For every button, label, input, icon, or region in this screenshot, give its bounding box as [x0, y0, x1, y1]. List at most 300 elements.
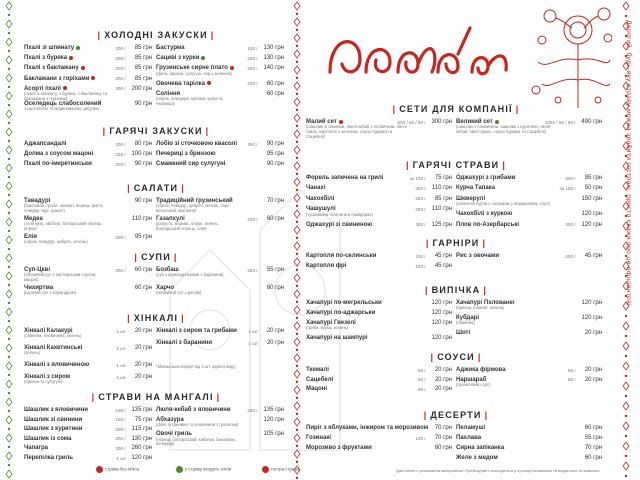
menu-item-price: 120 грн [581, 300, 602, 306]
menu-item-name: Оджахурі зі свининою [306, 221, 373, 228]
menu-item-name: Медеа [24, 216, 43, 222]
menu-item-description: (яловичий суп з рисом) [156, 290, 202, 296]
menu-item-weight: 100 г [115, 407, 126, 413]
menu-item [156, 198, 284, 214]
section-title-bakery: | ВИПІЧКА | [424, 285, 488, 295]
menu-item [24, 455, 152, 461]
section-title-hot-snacks: | ГАРЯЧІ ЗАКУСКИ | [102, 126, 210, 136]
menu-item-name: Мацоні [306, 386, 328, 393]
menu-item [156, 45, 284, 51]
menu-item [306, 196, 452, 202]
section-note: *Мінімальна порція від 4 шт. одного виду [156, 364, 236, 369]
menu-item-price: 150 грн [581, 195, 602, 202]
menu-item-weight: 300 г [415, 185, 426, 191]
menu-item [306, 435, 452, 441]
menu-item-name: Оселедець слабосолений [24, 101, 102, 107]
menu-item-price: 60 грн [134, 267, 152, 273]
menu-item-price: 20 грн [584, 376, 602, 383]
menu-item-name: Долма з соусом мацоні [24, 151, 94, 157]
herb-icon [176, 466, 183, 473]
menu-item-price: 20 грн [134, 328, 152, 334]
menu-item-name: Кубдарі [456, 315, 480, 321]
menu-item [456, 455, 602, 461]
menu-item-name: Чанахі [306, 185, 326, 192]
menu-item-description: (баклажан, гриби, шпинат, перець, фета, помідор чері, гранат) [24, 203, 104, 214]
menu-item [306, 253, 452, 259]
menu-item-description: (перець болгарський, кабачок, баклажан, печериці) [156, 436, 237, 447]
menu-item [456, 185, 602, 191]
menu-item [24, 234, 152, 245]
menu-item-weight: 200 г [115, 436, 126, 442]
menu-item-name: Аджика фірмова [456, 367, 506, 373]
menu-item-description: (шашлик з яловичини, шашлик з курятини, люля-кебаб, овочі гриль, соуси Аджика та Сацебелі) [456, 124, 552, 135]
menu-item-weight: 1 шт [116, 374, 126, 380]
menu-item [24, 161, 152, 167]
menu-item-name: Перепілка гриль [24, 455, 74, 461]
menu-item-price: 90 грн [134, 101, 152, 107]
menu-item-price: 20 грн [434, 367, 452, 373]
menu-item-name: Хачапурі Пхлованеі [456, 300, 515, 306]
menu-item-price: 60 грн [266, 285, 284, 291]
menu-item-price: 135 грн [131, 407, 152, 413]
menu-item-weight: за 100 г [409, 175, 426, 181]
menu-item-weight: 200 г [115, 141, 126, 147]
menu-item-price: 45 грн [584, 253, 602, 259]
menu-item-price: 90 грн [266, 161, 284, 167]
menu-item-price: 120 грн [131, 455, 152, 461]
menu-item-price: 75 грн [434, 175, 452, 181]
menu-item [24, 436, 152, 442]
menu-item [156, 81, 284, 87]
legend-veg-label: страва без м'яса [105, 466, 139, 472]
menu-item-name: Печериці з бринзою [156, 151, 216, 157]
menu-item [24, 86, 152, 102]
menu-item-name: Пхалі по-імеретинськи [24, 161, 92, 167]
menu-item-name: Хінкалі з яловичиною [24, 362, 90, 368]
menu-item-name: Ткемалі [306, 367, 329, 373]
menu-item [24, 101, 152, 112]
veg-icon [339, 120, 343, 124]
menu-item-price: 130 грн [263, 55, 284, 62]
menu-item-name: Оджахурі з грибами [456, 175, 516, 181]
menu-item-name: Картопля по-селянськи [306, 253, 377, 259]
menu-item-price: 90 грн [266, 141, 284, 147]
menu-item-name: Хачапурі Гвезелі [306, 320, 356, 326]
menu-item-weight: 200 г [247, 55, 258, 61]
menu-item-name: Смажений сир сулугуні [156, 161, 226, 167]
menu-item-name: Грузинське сирне плато [156, 65, 228, 72]
menu-item-description: (філе зі свинини та яловичини з гранатом) [156, 422, 239, 427]
menu-item-name: Баклажани з горіхами [24, 75, 90, 82]
menu-item-weight: 50 г [567, 377, 576, 383]
legend-spicy-label: гостра страва [271, 466, 300, 472]
menu-item-price: 60 грн [434, 445, 452, 451]
section-title-desserts: | ДЕСЕРТИ | [423, 410, 489, 420]
menu-item [24, 362, 152, 368]
menu-item [306, 310, 452, 316]
menu-item-name: Хінкалі Кахетинські [24, 345, 83, 351]
menu-item-price: 115 грн [131, 426, 152, 433]
menu-item-name: Овочева тарілка [156, 80, 205, 87]
menu-item-price: 60 грн [584, 425, 602, 431]
menu-item-price: 120 грн [431, 310, 452, 316]
menu-item-name: Наршараб [456, 376, 487, 383]
menu-item-name: Бозбаш [156, 267, 179, 273]
menu-item [24, 407, 152, 413]
menu-item-weight: 300 г [415, 222, 426, 228]
menu-item-price: 90 грн [134, 161, 152, 167]
menu-item [24, 345, 152, 356]
menu-item-price: 135 грн [263, 407, 284, 413]
menu-item-name: Шкмерулі [456, 195, 486, 202]
menu-item [24, 267, 152, 283]
menu-item [456, 315, 602, 326]
menu-item-weight: 200 г [565, 253, 576, 259]
legend-green [176, 466, 231, 473]
menu-item [306, 367, 452, 373]
menu-item-price: 20 грн [266, 328, 284, 334]
menu-item-description: (курячий суп з коріандром) [24, 290, 77, 296]
menu-item-description: (капуста, морква, огірок, зелень, болгарський перець, олія) [156, 221, 219, 232]
menu-item-description: (свинина) [456, 320, 475, 326]
menu-item-price: 200 грн [131, 85, 152, 92]
menu-item-price: 70 грн [266, 198, 284, 204]
menu-item-description: (запечене курча з часником у вершковому соусі) [456, 201, 551, 207]
menu-item-description: (гриби, курка, зелень) [306, 325, 349, 331]
menu-item-name: Шашлик зі свинини [24, 416, 83, 423]
menu-item [306, 222, 452, 228]
menu-item [456, 330, 602, 336]
herb-icon [495, 120, 499, 124]
menu-item-name: Шашлик із сома [24, 435, 72, 442]
veg-icon [207, 81, 211, 85]
herb-icon [76, 46, 80, 50]
menu-item-weight: 200 г [115, 426, 126, 432]
menu-item-name: Малий сет [306, 119, 337, 125]
menu-item-price: 110 грн [431, 185, 452, 192]
menu-item-price: 60 грн [266, 90, 284, 97]
tagline-vertical: Дорогий, будь-яку страву можна зробити гострою, просто скажи про це офіціантові [625, 20, 632, 306]
menu-item-price: 120 грн [431, 335, 452, 341]
menu-item [24, 151, 152, 157]
menu-item-name: Пеламуші [456, 425, 486, 431]
section-title-hot-dishes: | ГАРЯЧІ СТРАВИ | [405, 160, 507, 170]
menu-item [156, 65, 284, 76]
veg-icon [63, 86, 67, 90]
menu-item-description: (суп з фрикадельками з баранини) [156, 272, 224, 278]
menu-item-price: 105 грн [263, 431, 284, 438]
veg-icon [69, 56, 73, 60]
menu-item-name: Харчо [156, 285, 175, 291]
menu-item-weight: 300 г [565, 175, 576, 181]
chili-icon [262, 466, 269, 473]
menu-item-name: Гозинакі [306, 435, 331, 441]
menu-item [456, 445, 602, 451]
menu-item [306, 185, 452, 191]
menu-item-price: 20 грн [584, 367, 602, 373]
menu-item-weight: 50 г [417, 386, 426, 392]
menu-item-name: Хачапурі на шампурі [306, 335, 368, 341]
menu-item-name: Рис з овочами [456, 253, 500, 259]
menu-item-weight: 200 г [247, 407, 258, 413]
menu-item-price: 300 грн [431, 119, 452, 125]
menu-item-price: 120 грн [431, 300, 452, 306]
menu-item-weight: 200 г [115, 161, 126, 167]
menu-item-weight: 250 г [247, 141, 258, 147]
menu-item-name: Сациві з курки [156, 55, 200, 62]
menu-item-name: Хінкалі з баранини [156, 340, 213, 346]
menu-item-name: Сирна запіканка [456, 445, 505, 451]
menu-item [456, 119, 602, 135]
menu-item-price: 140 грн [263, 65, 284, 72]
menu-item [156, 216, 284, 232]
legend-spicy [262, 466, 299, 473]
menu-item-price: 60 грн [266, 80, 284, 87]
menu-item-price: 90 грн [134, 198, 152, 204]
menu-item-name: Пахлава [456, 435, 482, 441]
menu-item-description: (огірок, помідори, кріпака, капуста, черемша) [156, 96, 224, 106]
menu-item [156, 161, 284, 167]
menu-item-name: Хінкалі з сиром та грибами [156, 328, 237, 334]
menu-item-price: 60 грн [134, 285, 152, 291]
menu-item-name: Лобіо зі сточковою квасолі [156, 141, 238, 147]
menu-item-name: Пхалі зі шпинату [24, 45, 75, 51]
menu-item-name: Морозиво з фруктами [306, 445, 372, 451]
section-title-sets: | СЕТИ ДЛЯ КОМПАНІЇ | [392, 104, 520, 114]
menu-item-weight: 1 шт [116, 345, 126, 351]
menu-item [456, 211, 602, 217]
menu-item [24, 55, 152, 61]
menu-item-weight: 100 г [415, 435, 426, 441]
menu-item-price: 95 грн [266, 151, 284, 157]
menu-item-price: 85 грн [134, 75, 152, 82]
legend-green-label: у страву входить зілля [185, 466, 232, 472]
veg-icon [81, 66, 85, 70]
section-title-grill: | СТРАВИ НА МАНГАЛІ | [91, 392, 221, 402]
menu-item-price: 70 грн [434, 425, 452, 431]
menu-item-description: (телятина, айсберг, болгарський перець, огірок) [24, 221, 103, 232]
menu-item-name: Желе з медом [456, 455, 498, 461]
menu-item [306, 175, 452, 181]
menu-item-name: Овочі гриль [156, 431, 192, 438]
menu-item-name: Газапхулі [156, 216, 185, 222]
menu-item [24, 417, 152, 423]
menu-item-name: Елія [24, 234, 37, 240]
menu-item-name: Хачапурі по-мегрельськи [306, 300, 382, 306]
menu-item [306, 119, 452, 140]
menu-item [156, 417, 284, 428]
menu-item-name: Форель запечена на грилі [306, 175, 384, 181]
menu-item-price: 80 грн [134, 141, 152, 147]
menu-item-description: (огірок, помідор, цибуля, зелень) [24, 239, 88, 245]
menu-item-name: Чахохбілі [306, 195, 335, 202]
menu-item-name: Плов по-Азербарські [456, 221, 519, 228]
menu-item-weight: 200 г [115, 55, 126, 61]
menu-item [456, 253, 602, 259]
menu-item-description: (огірок, помідор, цибуля, зелень, соус волоський, маслини) [156, 203, 230, 214]
menu-item-description: (фета, бринза, сулугуні, сир з зеленню) [156, 70, 233, 76]
menu-item [24, 216, 152, 232]
section-title-salads: | САЛАТИ | [127, 183, 185, 193]
menu-item [456, 222, 602, 228]
menu-item [456, 175, 602, 181]
section-title-khinkali: | ХІНКАЛІ | [127, 313, 185, 323]
menu-item-weight: 250 г [247, 267, 258, 273]
menu-item [24, 141, 152, 147]
menu-item-name: Чихиртма [24, 285, 54, 291]
menu-item [24, 445, 152, 451]
section-title-sides: | ГАРНІРИ | [425, 238, 487, 248]
menu-item-name: Люля-кебаб з яловичини [156, 407, 231, 413]
footnote: Дані меню є рекламним матеріалом. Прейскурант знаходиться у куточку споживача та видається за вимогою. [396, 468, 601, 473]
menu-item [306, 425, 452, 431]
menu-item-price: 120 грн [581, 211, 602, 218]
menu-item-weight: 50 г [567, 367, 576, 373]
menu-item-weight: 200 г [247, 216, 258, 222]
menu-item [456, 435, 602, 441]
legend-veg [96, 466, 139, 473]
menu-item [156, 328, 284, 334]
menu-item-description: (пхалі зі шпинату, з буряка, з баклажану та баклажани з горіхами) [24, 91, 107, 101]
menu-item [306, 206, 452, 217]
menu-item-price: 110 грн [131, 216, 152, 222]
menu-item-weight: 250 г [415, 206, 426, 212]
menu-item-weight: 600 / 50 / 50 г [397, 119, 426, 125]
menu-item [156, 55, 284, 61]
menu-item-name: Абхазура [156, 416, 184, 423]
menu-item-name: Шашлик з курятини [24, 426, 83, 433]
menu-item-name: Пхалі з буряка [24, 55, 68, 62]
veg-icon [96, 466, 103, 473]
menu-item-price: 490 грн [581, 119, 602, 125]
menu-item-name: Асорті пхалі [24, 85, 61, 92]
menu-item-weight: 1050 / 50 / 50 г [544, 119, 576, 125]
menu-item-weight: 1 шт [116, 455, 126, 461]
menu-item [456, 300, 602, 311]
menu-item-weight: 250 г [247, 65, 258, 71]
menu-item [156, 285, 284, 296]
menu-item-price: 55 грн [584, 435, 602, 441]
menu-item-weight: 200 г [415, 253, 426, 259]
menu-item [156, 267, 284, 278]
menu-item-price: 85 грн [134, 55, 152, 62]
menu-item-description: (зелень) [24, 350, 41, 356]
menu-item-weight: 200 г [115, 65, 126, 71]
menu-item [306, 335, 452, 341]
menu-item [306, 445, 452, 451]
menu-item [156, 407, 284, 413]
menu-item-weight: 200 г [115, 45, 126, 51]
menu-item-description: з картоплею та маринованою цибулею [24, 106, 100, 112]
herb-icon [201, 56, 205, 60]
menu-item [306, 386, 452, 392]
menu-item [24, 45, 152, 51]
section-title-cold: | ХОЛОДНІ ЗАКУСКИ | [97, 30, 215, 40]
menu-item-weight: 50 г [417, 377, 426, 383]
menu-item-price: 120 грн [581, 315, 602, 321]
menu-item-price: 130 грн [131, 435, 152, 442]
menu-item-description: (шашлик зі свинини, люля-кебаб з яловичини, овочі гриль, картопля з зеленню, соуси Аджика та Сацебелі) [306, 124, 407, 139]
menu-item-price: 60 грн [584, 455, 602, 461]
menu-item [24, 328, 152, 339]
menu-item [456, 367, 602, 373]
menu-item-weight: 200 г [247, 81, 258, 87]
menu-item-weight: 300 г [565, 222, 576, 228]
menu-item-weight: 225 г [115, 151, 126, 157]
menu-item-description: (яловичий суп з пастирським соусом мацоні) [24, 272, 96, 283]
menu-item-name: Чашушулі [306, 206, 336, 213]
menu-item-price: 75 грн [134, 416, 152, 423]
menu-item [456, 196, 602, 207]
menu-item-price: 20 грн [134, 374, 152, 380]
menu-item-weight: 1 шт [116, 328, 126, 334]
section-title-soups: | СУПИ | [134, 252, 178, 262]
menu-item-description: (бринза та сулугуні) [24, 379, 63, 385]
menu-item [156, 340, 284, 346]
menu-item-name: Бастурма [156, 45, 185, 51]
menu-item [24, 198, 152, 214]
menu-item-name: Чахохбілі з куркою [456, 211, 513, 218]
menu-item-price: 120 грн [431, 320, 452, 326]
menu-item-price: 100 грн [131, 151, 152, 157]
menu-item [24, 65, 152, 71]
menu-item-name: Соління [156, 90, 181, 97]
menu-item [24, 285, 152, 296]
menu-item-price: 20 грн [266, 340, 284, 346]
section-title-sauces: | СОУСИ | [430, 352, 482, 362]
menu-item-description: (бринза, шпинат, зелень) [456, 305, 505, 311]
menu-item-price: 20 грн [434, 386, 452, 393]
menu-item-name: Тавадурі [24, 198, 51, 204]
menu-item-price: 20 грн [134, 345, 152, 351]
menu-item-price: 260 грн [131, 445, 152, 452]
menu-item-price: 45 грн [434, 263, 452, 269]
menu-item-name: Хінкалі Калакурі [24, 328, 73, 334]
menu-item-description: (свинина, яловичина, зелень) [24, 333, 82, 339]
menu-item [156, 151, 284, 157]
menu-item [24, 374, 152, 385]
floral-ornament [528, 0, 612, 110]
menu-item-weight: 1 шт [248, 340, 258, 346]
menu-item-weight: 150 г [415, 263, 426, 269]
menu-item-name: Хачапурі по-аджарськи [306, 310, 376, 316]
menu-item-price: 85 грн [434, 195, 452, 202]
menu-item-weight: 100 г [115, 417, 126, 423]
menu-item-price: 20 грн [584, 330, 602, 336]
menu-item-name: Пхалі з баклажану [24, 65, 79, 72]
menu-item-name: Хінкалі з сиром [24, 374, 71, 380]
menu-item [306, 263, 452, 269]
menu-item [306, 377, 452, 383]
brand-logo [320, 14, 520, 94]
menu-item-price: 20 грн [134, 362, 152, 368]
menu-item-weight: за 100 г [559, 185, 576, 191]
menu-item-name: Шоті [456, 330, 471, 336]
menu-item-price: 45 грн [434, 253, 452, 259]
menu-item-weight: 1 шт [248, 328, 258, 334]
menu-item-name: Суп-Цкві [24, 267, 51, 273]
menu-item-price: 20 грн [434, 376, 452, 383]
menu-item-price: 60 грн [266, 216, 284, 222]
menu-item-weight: 250 г [415, 196, 426, 202]
menu-item-weight: 200 г [115, 234, 126, 240]
menu-item-name: Курча Тапака [456, 185, 496, 192]
menu-item [156, 431, 284, 447]
menu-item-price: 95 грн [134, 234, 152, 240]
menu-item-weight: 1 шт [116, 362, 126, 368]
menu-item-name: Великий сет [456, 119, 493, 125]
menu-item-price: 85 грн [584, 175, 602, 181]
